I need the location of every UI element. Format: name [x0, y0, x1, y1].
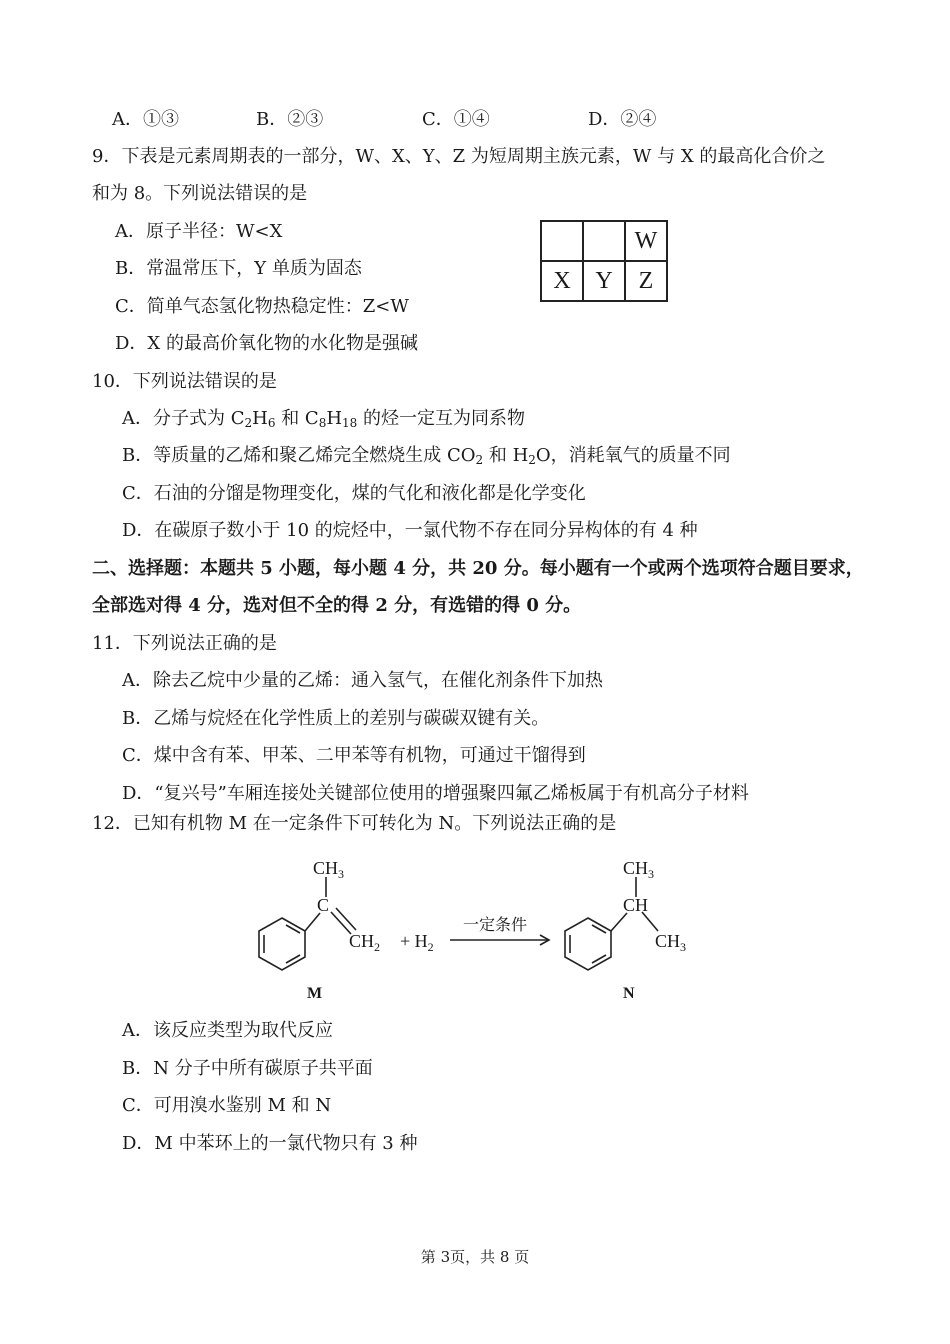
q12-option-c: C．可用溴水鉴别 M 和 N: [122, 1095, 332, 1116]
q9-option-a: A．原子半径：W<X: [115, 221, 283, 242]
section2-header-line1: 二、选择题：本题共 5 小题，每小题 4 分，共 20 分。每小题有一个或两个选项符合题目要求，: [92, 558, 864, 579]
q8-option-c: C．①④: [422, 109, 490, 130]
q10-stem: 10．下列说法错误的是: [92, 371, 277, 392]
pt-cell-y: Y: [583, 261, 625, 301]
q10-option-a: A．分子式为 $C_2H_6$ 和 $C_8H_{18}$ 的烃一定互为同系物: [122, 408, 526, 430]
q11-stem: 11．下列说法正确的是: [92, 633, 277, 654]
label-m: M: [307, 985, 323, 1002]
n-ch3-top-label: $CH_3$: [623, 858, 655, 881]
q8-option-d: D．②④: [588, 109, 657, 130]
q12-stem: 12．已知有机物 M 在一定条件下可转化为 N。下列说法正确的是: [92, 813, 617, 834]
periodic-table-fragment: [540, 220, 668, 302]
m-c-label: C: [317, 895, 330, 915]
m-ch2-label: $CH_2$: [349, 931, 381, 954]
q9-option-d: D．X 的最高价氧化物的水化物是强碱: [115, 333, 418, 354]
q9-stem-line2: 和为 8。下列说法错误的是: [92, 183, 308, 204]
q11-option-a: A．除去乙烷中少量的乙烯：通入氢气，在催化剂条件下加热: [122, 670, 603, 691]
pt-cell-x: X: [541, 261, 583, 301]
q10-option-b: B．等质量的乙烯和聚乙烯完全燃烧生成 $CO_2$ 和 $H_2O$，消耗氧气的质量不同: [122, 445, 731, 467]
q10-option-c: C．石油的分馏是物理变化，煤的气化和液化都是化学变化: [122, 483, 586, 504]
q10-option-d: D．在碳原子数小于 10 的烷烃中，一氯代物不存在同分异构体的有 4 种: [122, 520, 698, 541]
q11-option-b: B．乙烯与烷烃在化学性质上的差别与碳碳双键有关。: [122, 708, 550, 729]
q12-option-b: B．N 分子中所有碳原子共平面: [122, 1058, 373, 1079]
q12-option-a: A．该反应类型为取代反应: [122, 1020, 333, 1041]
q9-option-c: C．简单气态氢化物热稳定性：Z<W: [115, 296, 409, 317]
q9-stem-line1: 9．下表是元素周期表的一部分，W、X、Y、Z 为短周期主族元素，W 与 X 的最高化合价之: [92, 146, 826, 167]
q11-option-d: D．“复兴号”车厢连接处关键部位使用的增强聚四氟乙烯板属于有机高分子材料: [122, 783, 749, 804]
n-ch3-right-label: $CH_3$: [655, 931, 687, 954]
reaction-condition: 一定条件: [463, 917, 528, 934]
m-benzene-ring: [259, 918, 305, 970]
n-benzene-ring: [565, 918, 611, 970]
q9-option-b: B．常温常压下，Y 单质为固态: [115, 258, 362, 279]
label-n: N: [623, 985, 635, 1002]
q8-option-a: A．①③: [112, 109, 179, 130]
q8-option-b: B．②③: [256, 109, 324, 130]
section2-header-line2: 全部选对得 4 分，选对但不全的得 2 分，有选错的得 0 分。: [92, 595, 582, 616]
pt-cell-w: W: [625, 221, 667, 261]
m-ch3-label: $CH_3$: [313, 858, 345, 881]
plus-h2-label: + $H_2$: [400, 931, 434, 954]
q11-option-c: C．煤中含有苯、甲苯、二甲苯等有机物，可通过干馏得到: [122, 745, 586, 766]
n-ch-label: CH: [623, 895, 649, 915]
q12-option-d: D．M 中苯环上的一氯代物只有 3 种: [122, 1133, 418, 1154]
pt-cell: [541, 221, 583, 261]
page-footer: 第 3页，共 8 页: [420, 1248, 530, 1266]
pt-cell: [583, 221, 625, 261]
pt-cell-z: Z: [625, 261, 667, 301]
